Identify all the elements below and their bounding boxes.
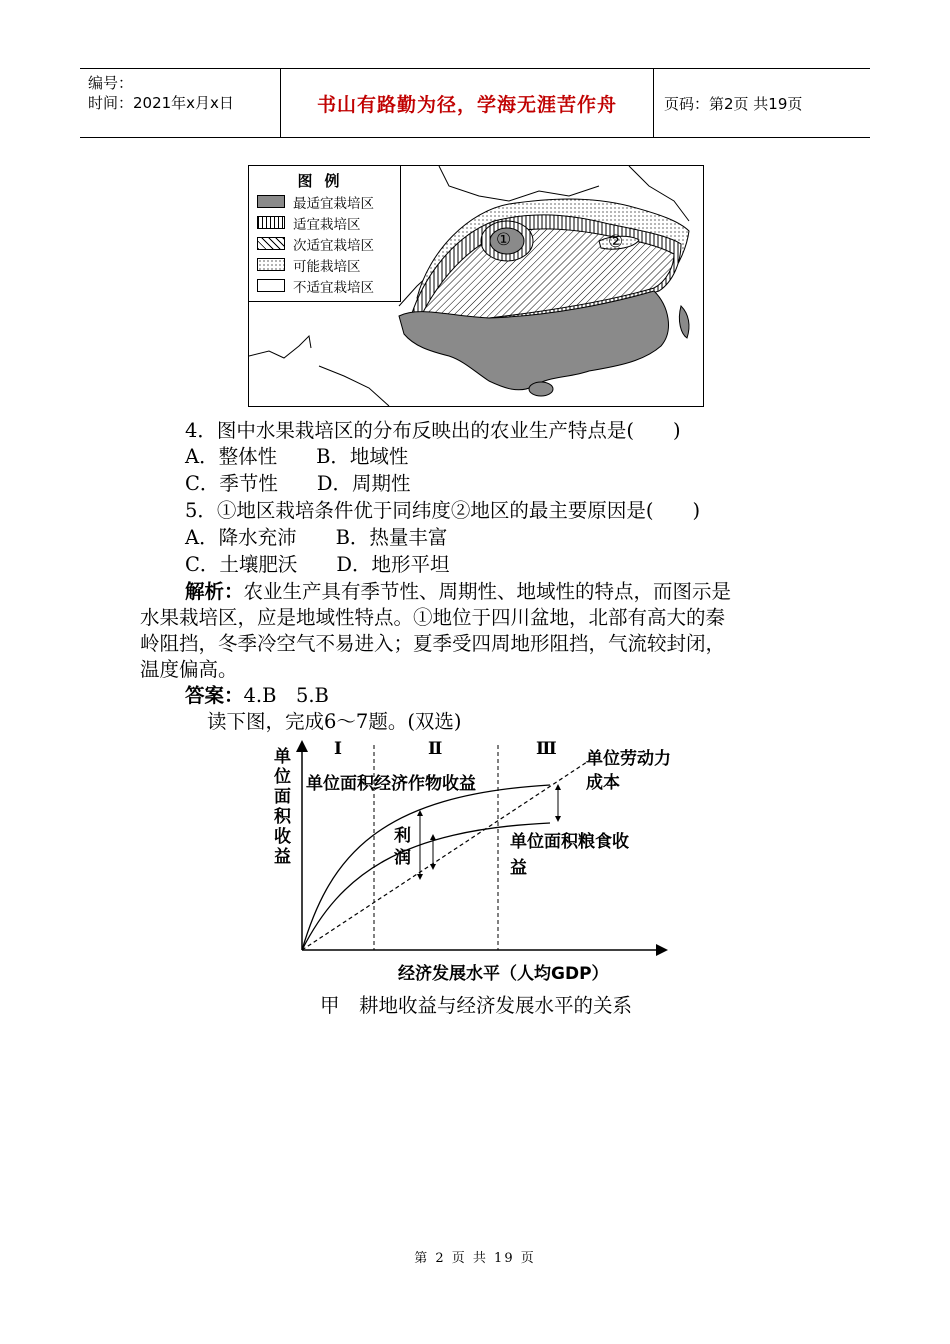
intro-line: 读下图，完成6～7题。(双选)	[207, 710, 462, 733]
answer-label: 答案：	[185, 684, 244, 707]
answer-value: 4.B 5.B	[243, 684, 329, 707]
income-chart	[270, 735, 690, 990]
question-4: 4．图中水果栽培区的分布反映出的农业生产特点是( )	[185, 419, 681, 442]
question-5-options-ab: A．降水充沛 B．热量丰富	[185, 526, 448, 549]
time-label: 时间：2021年x月x日	[88, 94, 234, 112]
legend-item	[249, 275, 400, 296]
dark-fill-swatch-icon	[257, 195, 285, 208]
map-legend	[249, 166, 401, 302]
legend-title: 图例	[297, 172, 352, 190]
legend-label: 不适宜栽培区	[293, 279, 374, 296]
profit-annotation: 利润	[394, 826, 411, 868]
legend-item	[249, 191, 400, 212]
legend-item	[249, 254, 400, 275]
legend-label: 次适宜栽培区	[293, 237, 374, 254]
x-axis-label: 经济发展水平（人均GDP）	[398, 964, 609, 984]
dots-swatch-icon	[257, 258, 285, 271]
analysis-label: 解析：	[185, 580, 244, 603]
analysis-line: 水果栽培区，应是地域性特点。①地位于四川盆地，北部有高大的秦	[140, 606, 726, 629]
marker-1: ①	[496, 230, 512, 250]
number-label: 编号：	[88, 74, 134, 92]
analysis-line: 温度偏高。	[140, 658, 238, 681]
legend-item	[249, 233, 400, 254]
chart-caption: 甲 耕地收益与经济发展水平的关系	[320, 994, 633, 1017]
y-axis-label: 单位面积收益	[274, 747, 291, 867]
page-footer: 第 2 页 共 19 页	[414, 1251, 536, 1266]
blank-swatch-icon	[257, 279, 285, 292]
legend-label: 可能栽培区	[293, 258, 361, 275]
stage-label: Ⅲ	[536, 739, 557, 759]
page-info: 页码：第2页 共19页	[664, 94, 803, 113]
question-5-options-cd: C．土壤肥沃 D．地形平坦	[185, 553, 450, 576]
legend-label: 适宜栽培区	[293, 216, 361, 233]
series-label-labor-cost: 单位劳动力成本	[586, 749, 671, 793]
series-label-cash-crop: 单位面积经济作物收益	[306, 774, 476, 794]
motto: 书山有路勤为径，学海无涯苦作舟	[280, 69, 654, 137]
marker-2: ②	[608, 232, 624, 252]
stage-label: Ⅱ	[428, 739, 443, 759]
question-4-options-cd: C．季节性 D．周期性	[185, 472, 411, 495]
diagonal-lines-swatch-icon	[257, 237, 285, 250]
header-left-cell	[80, 69, 280, 137]
analysis-text: 农业生产具有季节性、周期性、地域性的特点，而图示是	[243, 580, 732, 603]
fruit-cultivation-map	[248, 165, 704, 407]
legend-item	[249, 212, 400, 233]
analysis-line: 岭阻挡，冬季冷空气不易进入；夏季受四周地形阻挡，气流较封闭，	[140, 632, 726, 655]
stage-label: Ⅰ	[334, 739, 342, 759]
question-5: 5．①地区栽培条件优于同纬度②地区的最主要原因是( )	[185, 499, 701, 522]
answer-line	[185, 683, 329, 709]
analysis-first-line	[185, 579, 731, 605]
page-header	[80, 68, 870, 138]
vertical-lines-swatch-icon	[257, 216, 285, 229]
legend-label: 最适宜栽培区	[293, 195, 374, 212]
question-4-options-ab: A．整体性 B．地域性	[185, 445, 409, 468]
series-label-grain: 单位面积粮食收益	[510, 832, 629, 878]
